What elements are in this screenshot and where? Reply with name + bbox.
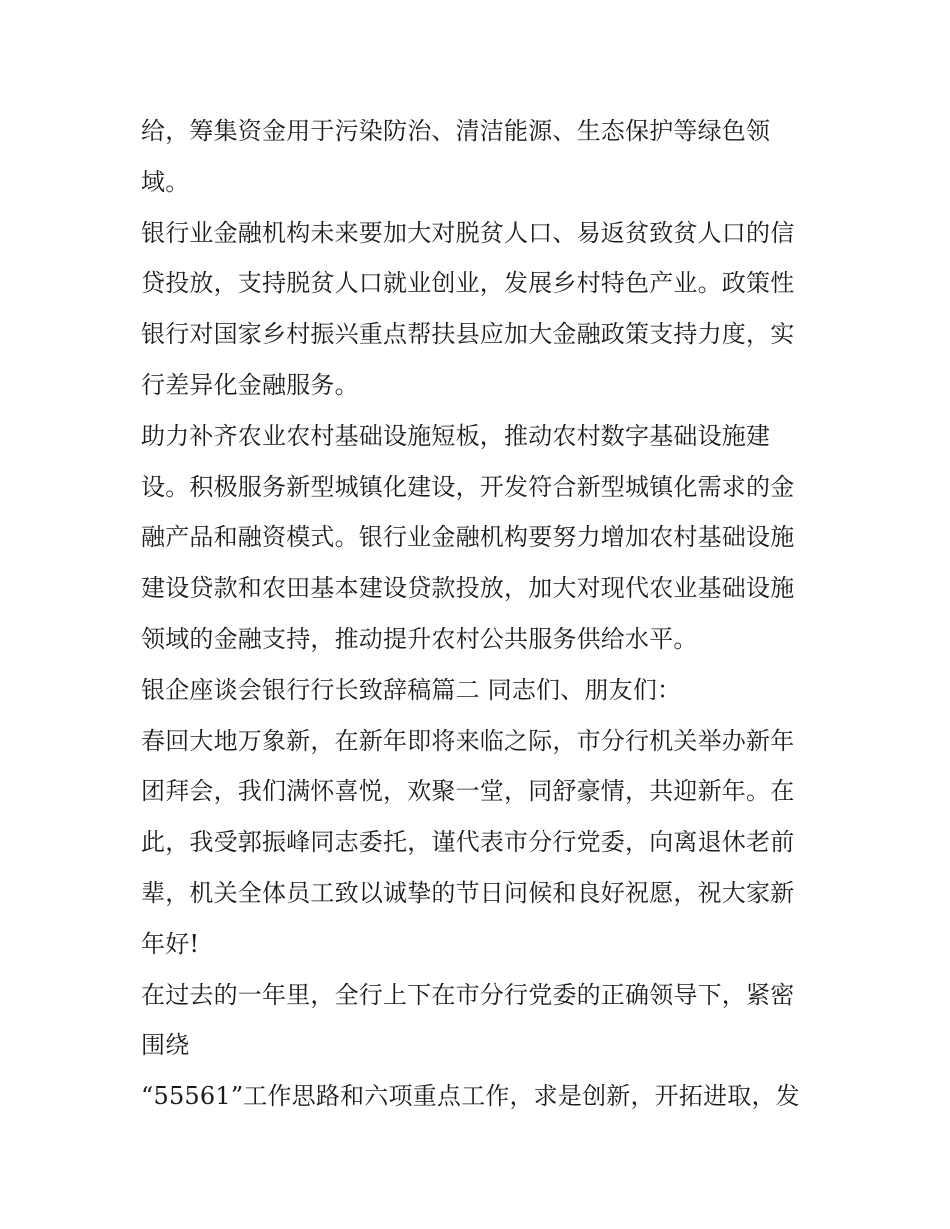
text-line: 银行业金融机构未来要加大对脱贫人口、易返贫致贫人口的信 [141, 218, 795, 247]
text-line: 领域的金融支持，推动提升农村公共服务供给水平。 [141, 624, 698, 653]
text-line: 年好! [141, 929, 200, 958]
text-line: 给，筹集资金用于污染防治、清洁能源、生态保护等绿色领 [141, 117, 771, 145]
text-line: 辈，机关全体员工致以诚挚的节日问候和良好祝愿，祝大家新 [141, 878, 795, 907]
text-line: 助力补齐农业农村基础设施短板，推动农村数字基础设施建 [141, 421, 771, 450]
text-line: 融产品和融资模式。银行业金融机构要努力增加农村基础设施 [141, 523, 795, 552]
text-line: 建设贷款和农田基本建设贷款投放，加大对现代农业基础设施 [141, 574, 795, 603]
text-line: 团拜会，我们满怀喜悦，欢聚一堂，同舒豪情，共迎新年。在 [141, 777, 795, 806]
section-heading-line: 银企座谈会银行行长致辞稿篇二 同志们、朋友们： [141, 675, 682, 704]
text-line: 在过去的一年里，全行上下在市分行党委的正确领导下，紧密 [141, 980, 795, 1009]
text-line: 银行对国家乡村振兴重点帮扶县应加大金融政策支持力度，实 [141, 320, 795, 349]
text-line: 域。 [141, 167, 190, 196]
document-body [141, 106, 821, 1122]
text-line: 贷投放，支持脱贫人口就业创业，发展乡村特色产业。政策性 [141, 269, 795, 298]
text-line: 此，我受郭振峰同志委托，谨代表市分行党委，向离退休老前 [141, 828, 795, 857]
text-line: 行差异化金融服务。 [141, 370, 359, 399]
text-line: “55561”工作思路和六项重点工作，求是创新，开拓进取，发 [141, 1082, 800, 1111]
text-line: 春回大地万象新，在新年即将来临之际，市分行机关举办新年 [141, 726, 795, 755]
text-line: 设。积极服务新型城镇化建设，开发符合新型城镇化需求的金 [141, 472, 795, 501]
text-line: 围绕 [141, 1031, 190, 1060]
